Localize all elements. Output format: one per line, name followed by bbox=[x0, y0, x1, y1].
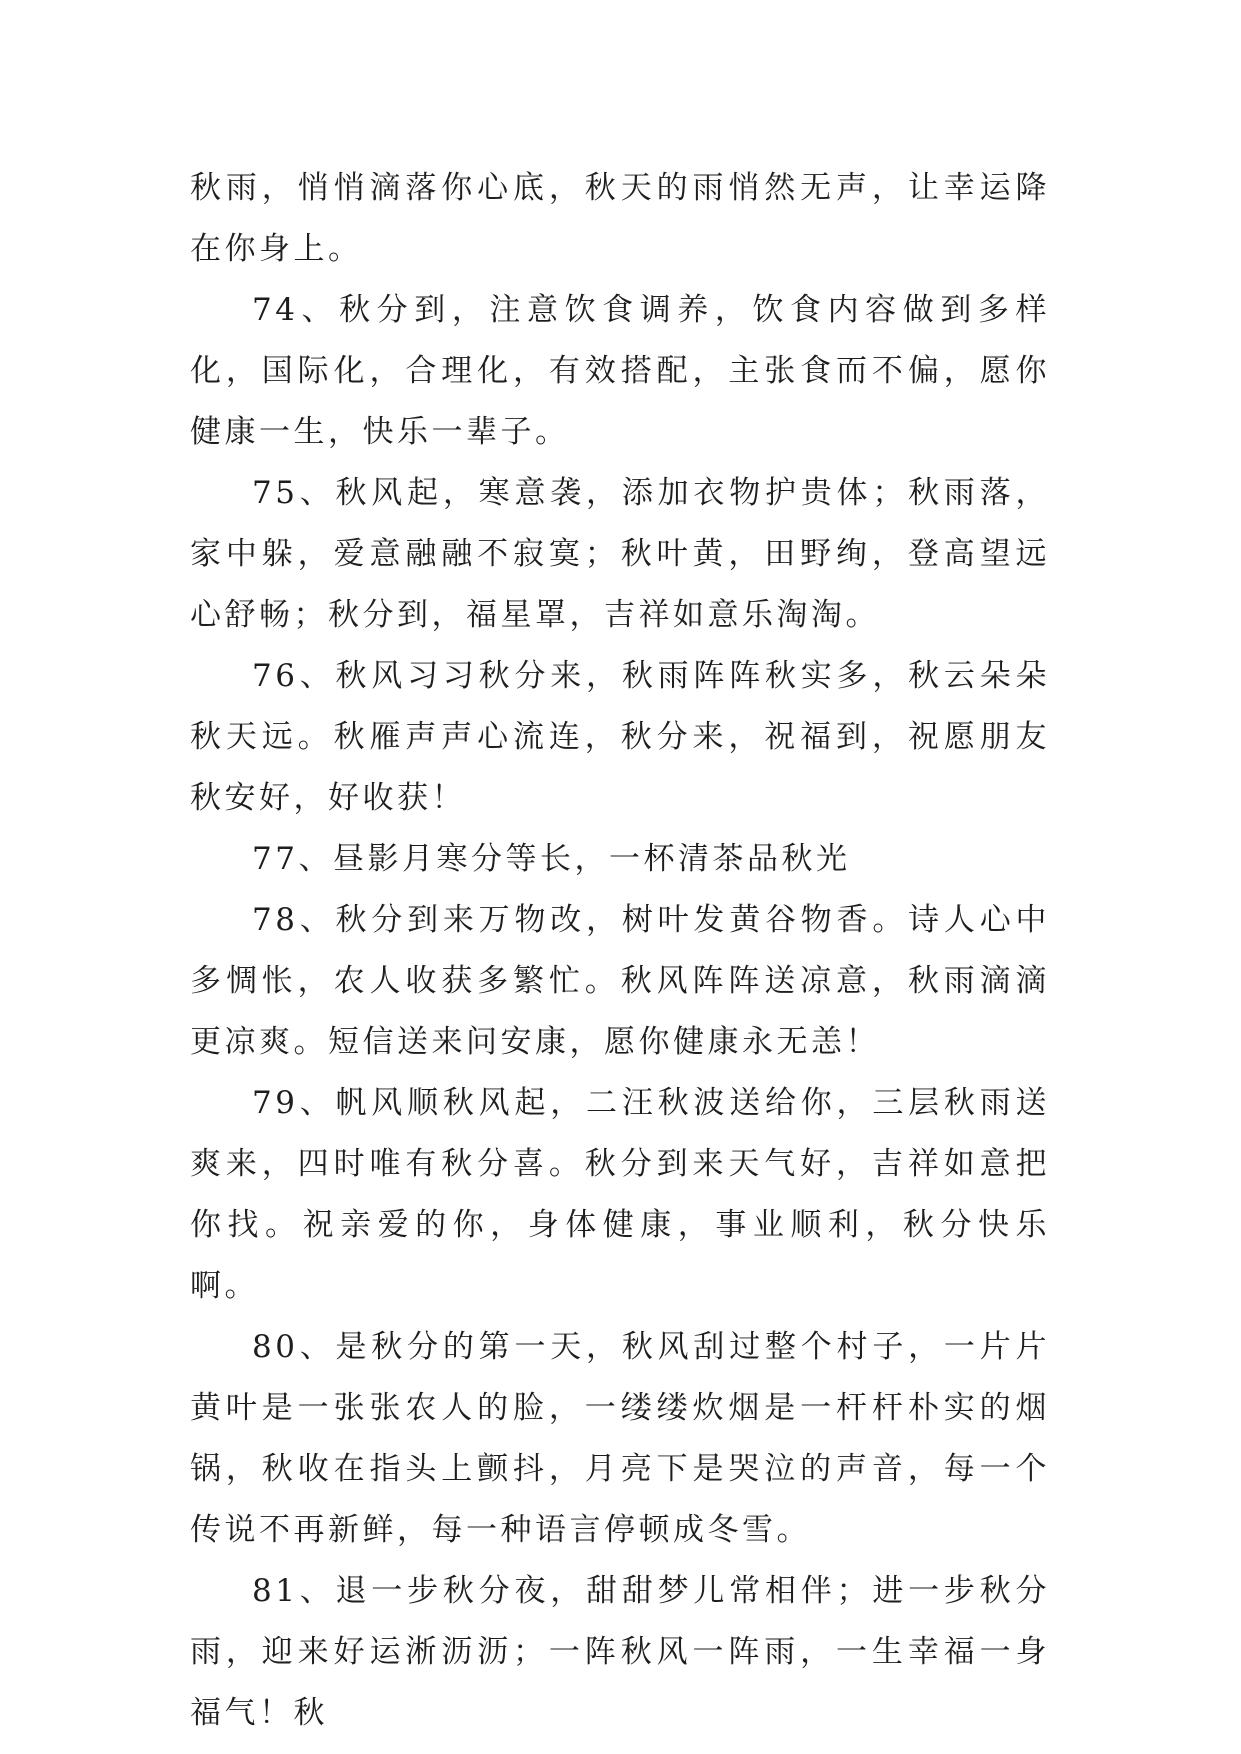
paragraph-78: 78、秋分到来万物改，树叶发黄谷物香。诗人心中多惆怅，农人收获多繁忙。秋风阵阵送凉意，秋雨滴滴更凉爽。短信送来问安康，愿你健康永无恙！ bbox=[190, 902, 1050, 1060]
paragraph-80: 80、是秋分的第一天，秋风刮过整个村子，一片片黄叶是一张张农人的脸，一缕缕炊烟是一杆杆朴实的烟锅，秋收在指头上颤抖，月亮下是哭泣的声音，每一个传说不再新鲜，每一种语言停顿成冬雪。 bbox=[190, 1329, 1050, 1548]
paragraph-74: 74、秋分到，注意饮食调养，饮食内容做到多样化，国际化，合理化，有效搭配，主张食而不偏，愿你健康一生，快乐一辈子。 bbox=[190, 292, 1050, 450]
paragraph-75: 75、秋风起，寒意袭，添加衣物护贵体；秋雨落，家中躲，爱意融融不寂寞；秋叶黄，田野绚，登高望远心舒畅；秋分到，福星罩，吉祥如意乐淘淘。 bbox=[190, 475, 1050, 633]
paragraph-76: 76、秋风习习秋分来，秋雨阵阵秋实多，秋云朵朵秋天远。秋雁声声心流连，秋分来，祝福到，祝愿朋友秋安好，好收获！ bbox=[190, 658, 1050, 816]
paragraph-77: 77、昼影月寒分等长，一杯清茶品秋光 bbox=[252, 841, 851, 877]
document-body bbox=[190, 158, 1050, 1744]
paragraph-continuation: 秋雨，悄悄滴落你心底，秋天的雨悄然无声，让幸运降在你身上。 bbox=[190, 170, 1050, 267]
paragraph-81: 81、退一步秋分夜，甜甜梦儿常相伴；进一步秋分雨，迎来好运淅沥沥；一阵秋风一阵雨，一生幸福一身福气！秋 bbox=[190, 1573, 1050, 1731]
paragraph-79: 79、帆风顺秋风起，二汪秋波送给你，三层秋雨送爽来，四时唯有秋分喜。秋分到来天气好，吉祥如意把你找。祝亲爱的你，身体健康，事业顺利，秋分快乐啊。 bbox=[190, 1085, 1050, 1304]
